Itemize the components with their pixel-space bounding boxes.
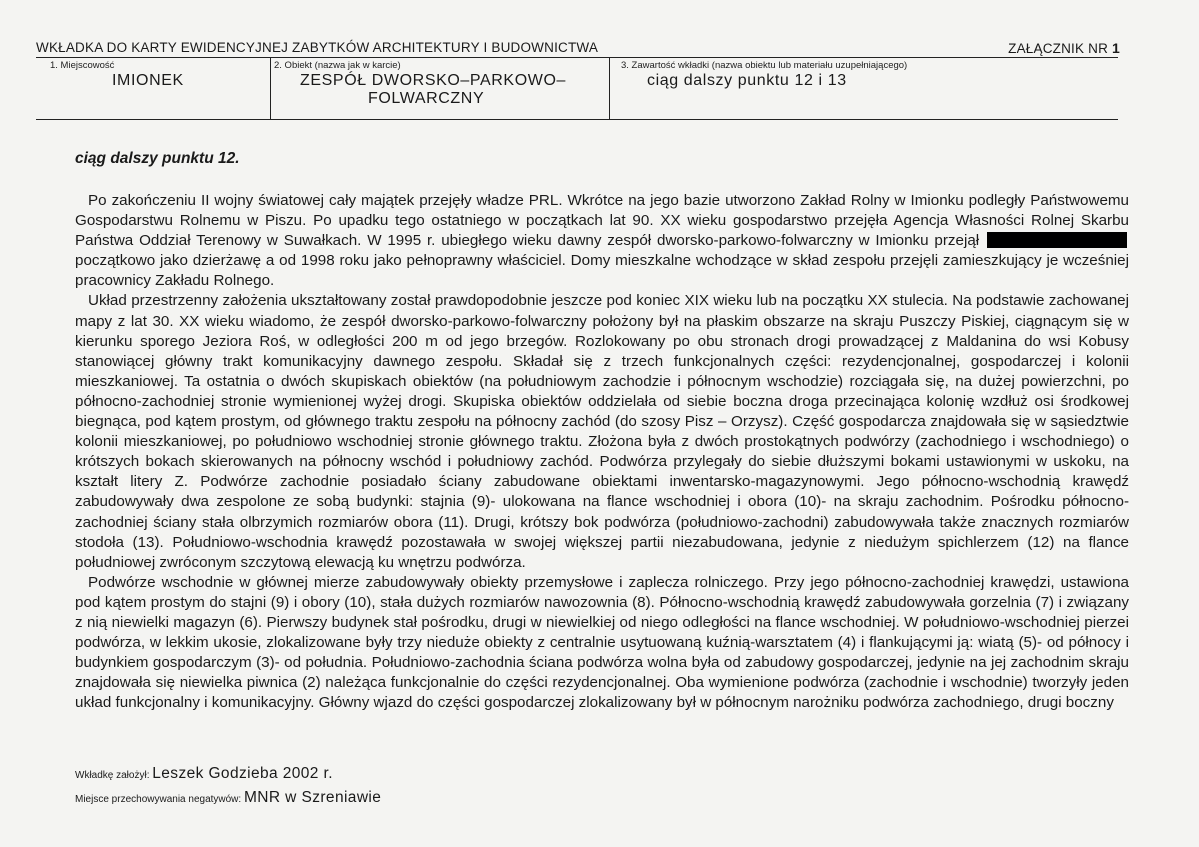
attachment-label: ZAŁĄCZNIK NR (1008, 41, 1109, 56)
field-content-label: 3. Zawartość wkładki (nazwa obiektu lub materiału uzupełniającego) (621, 60, 908, 71)
paragraph-1-part-1: Po zakończeniu II wojny światowej cały majątek przejęły władze PRL. Wkrótce na jego bazie utworzono Zakład Rolny w Imionku podległy Państwowemu Gospodarstwu Rolnemu w Piszu. Po upadku tego ostatniego w początkach lat 90. XX wieku gospodarstwo przejęła Agencja Własności Rolnej Skarbu Państwa Oddział Terenowy w Suwałkach. W 1995 r. ubiegłego wieku dawny zespół dworsko-parkowo-folwarczny w Imionku przejął (75, 192, 1129, 250)
field-content (621, 60, 1111, 90)
header-rule-top (36, 57, 1118, 58)
field-content-value: ciąg dalszy punktu 12 i 13 (647, 72, 847, 89)
footer-storage-label: Miejsce przechowywania negatywów: (75, 794, 242, 805)
field-locality-label: 1. Miejscowość (50, 60, 115, 71)
section-title: ciąg dalszy punktu 12. (75, 150, 240, 167)
header-divider-1 (270, 57, 271, 119)
header-rule-bottom (36, 119, 1118, 120)
field-object-label: 2. Obiekt (nazwa jak w karcie) (274, 60, 401, 71)
footer-prepared (75, 765, 333, 783)
redaction-block (987, 232, 1127, 248)
footer-storage (75, 789, 381, 807)
document-header (36, 40, 1120, 56)
field-object-value-line1: ZESPÓŁ DWORSKO–PARKOWO– (300, 72, 566, 89)
field-object-value-line2: FOLWARCZNY (368, 90, 485, 107)
footer-storage-value: MNR w Szreniawie (243, 789, 382, 806)
header-divider-2 (609, 57, 610, 119)
paragraph-1 (75, 191, 1129, 291)
paragraph-2: Układ przestrzenny założenia ukształtowany został prawdopodobnie jeszcze pod koniec XIX wieku lub na początku XX stulecia. Na podstawie zachowanej mapy z lat 30. XX wieku wiadomo, że zespół dworsko-parkowo-folwarczny położony był na płaskim obszarze na skraju Puszczy Piskiej, ciągnącym się w kierunku sporego Jeziora Roś, w odległości 200 m od jego brzegów. Rozlokowany po obu stronach drogi prowadzącej z Maldanina do wsi Kobusy stanowiącej główny trakt komunikacyjny dawnego zespołu. Składał się z trzech funkcjonalnych części: rezydencjonalnej, gospodarczej i kolonii mieszkaniowej. Ta ostatnia o dwóch skupiskach obiektów (na południowym zachodzie i północnym wschodzie) rozciągała się, na dużej powierzchni, po północno-zachodniej stronie wymienionej wyżej drogi. Skupiska obiektów oddzielała od siebie boczna droga przecinająca kolonię wzdłuż osi środkowej biegnąca, pod kątem prostym, od głównego traktu zespołu na północny zachód (do szosy Pisz – Orzysz). Część gospodarcza znajdowała się w sąsiedztwie kolonii mieszkaniowej, po południowo wschodniej stronie głównego traktu. Złożona była z dwóch prostokątnych podwórzy (zachodniego i wschodniego) o krótszych bokach skierowanych na północny wschód i południowy zachód. Podwórza przylegały do siebie dłuższymi bokami ustawionymi w uskoku, na kształt litery Z. Podwórze zachodnie posiadało ściany zabudowane obiektami inwentarsko-magazynowymi. Jego północno-wschodnią krawędź zabudowywały dwa zespolone ze sobą budynki: stajnia (9)- ulokowana na flance wschodniej i obora (10)- na skraju zachodnim. Pośrodku północno-zachodniej ściany stała olbrzymich rozmiarów obora (11). Drugi, krótszy bok podwórza (południowo-zachodni) zabudowywała także znacznych rozmiarów stodoła (13). Południowo-wschodnia krawędź pozostawała w swojej większej partii niezabudowana, jedynie z niedużym spichlerzem (12) na flance południowej zwróconym szczytową elewacją ku wnętrzu podwórza. (75, 292, 1129, 571)
card-title: WKŁADKA DO KARTY EWIDENCYJNEJ ZABYTKÓW ARCHITEKTURY I BUDOWNICTWA (36, 40, 599, 55)
footer-prepared-value: Leszek Godzieba 2002 r. (152, 765, 333, 782)
body-text (75, 191, 1129, 713)
attachment-number-value: 1 (1112, 40, 1120, 56)
paragraph-1-part-2: początkowo jako dzierżawę a od 1998 roku jako pełnoprawny właściciel. Domy mieszkalne wchodzące w skład zespołu przejęli zamieszkujący je wcześniej pracownicy Zakładu Rolnego. (75, 252, 1129, 290)
field-locality-value: IMIONEK (112, 72, 184, 89)
field-object (274, 60, 604, 108)
footer-prepared-label: Wkładkę założył: (75, 770, 150, 781)
attachment-number (1008, 40, 1120, 56)
field-locality (50, 60, 265, 90)
paragraph-3: Podwórze wschodnie w głównej mierze zabudowywały obiekty przemysłowe i zaplecza rolniczego. Przy jego północno-zachodniej krawędzi, ustawiona pod kątem prostym do stajni (9) i obory (10), stała dużych rozmiarów nawozownia (8). Północno-wschodnią krawędź zabudowywała gorzelnia (7) i związany z nią niewielki magazyn (6). Pierwszy budynek stał pośrodku, drugi w niewielkiej od niego odległości na flance wschodniej. W południowo-wschodniej pierzei podwórza, w lekkim ukosie, zlokalizowane były trzy nieduże obiekty z centralnie usytuowaną kuźnią-warsztatem (4) i flankującymi ją: wiatą (5)- od północy i budynkiem gospodarczym (3)- od południa. Południowo-zachodnia ściana podwórza wolna była od zabudowy gospodarczej, jedynie na jej zachodnim skraju znajdowała się niewielka piwnica (2) należąca funkcjonalnie do części rezydencjonalnej. Oba wymienione podwórza (zachodnie i wschodnie) tworzyły jeden układ funkcjonalny i komunikacyjny. Główny wjazd do części gospodarczej zlokalizowany był w północnym narożniku podwórza zachodniego, drugi boczny (75, 573, 1129, 712)
